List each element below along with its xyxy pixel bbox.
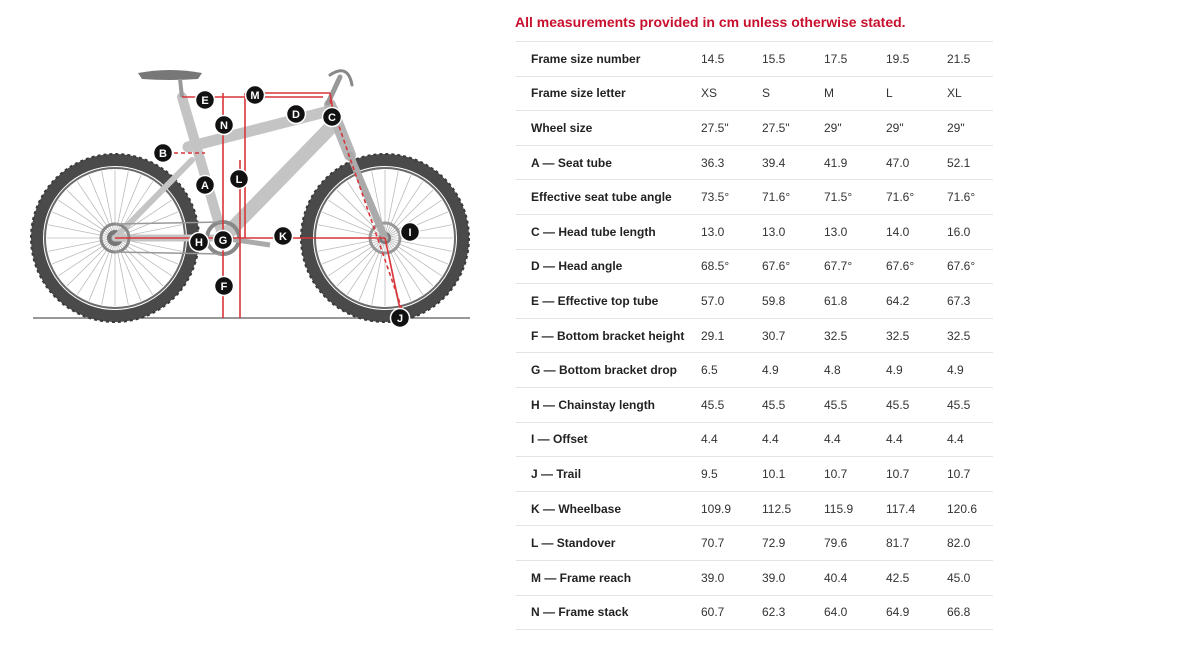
table-row	[516, 526, 993, 561]
row-label: F — Bottom bracket height	[516, 318, 701, 353]
bike-geometry-diagram	[30, 55, 475, 345]
table-cell: 57.0	[701, 284, 762, 319]
table-cell: 45.0	[947, 560, 993, 595]
svg-text:L: L	[235, 174, 243, 186]
marker-m	[246, 86, 265, 105]
table-cell: 67.6°	[762, 249, 824, 284]
table-cell: 112.5	[762, 491, 824, 526]
table-cell: L	[886, 76, 947, 111]
table-cell: 36.3	[701, 145, 762, 180]
table-row	[516, 111, 993, 146]
table-cell: 71.6°	[886, 180, 947, 215]
table-cell: 64.2	[886, 284, 947, 319]
table-cell: 4.4	[886, 422, 947, 457]
table-cell: 29"	[947, 111, 993, 146]
table-cell: 10.7	[824, 457, 886, 492]
marker-b	[154, 144, 173, 163]
table-cell: M	[824, 76, 886, 111]
row-label: E — Effective top tube	[516, 284, 701, 319]
svg-text:B: B	[159, 148, 167, 160]
row-label: G — Bottom bracket drop	[516, 353, 701, 388]
table-cell: 67.7°	[824, 249, 886, 284]
svg-text:N: N	[220, 120, 228, 132]
table-cell: 66.8	[947, 595, 993, 630]
table-cell: 71.6°	[762, 180, 824, 215]
table-cell: 32.5	[824, 318, 886, 353]
table-row	[516, 318, 993, 353]
marker-i	[401, 223, 420, 242]
table-cell: 13.0	[824, 214, 886, 249]
row-label: Frame size number	[516, 42, 701, 77]
marker-g	[214, 231, 233, 250]
table-cell: 4.9	[947, 353, 993, 388]
marker-d	[287, 105, 306, 124]
table-row	[516, 387, 993, 422]
table-row	[516, 284, 993, 319]
table-row	[516, 180, 993, 215]
table-row	[516, 42, 993, 77]
table-cell: 10.7	[886, 457, 947, 492]
table-row	[516, 491, 993, 526]
row-label: D — Head angle	[516, 249, 701, 284]
table-cell: 32.5	[886, 318, 947, 353]
table-cell: 27.5"	[762, 111, 824, 146]
row-label: J — Trail	[516, 457, 701, 492]
marker-k	[274, 227, 293, 246]
svg-text:A: A	[201, 180, 209, 192]
table-cell: 39.0	[701, 560, 762, 595]
row-label: Effective seat tube angle	[516, 180, 701, 215]
table-row	[516, 560, 993, 595]
table-cell: 59.8	[762, 284, 824, 319]
table-cell: 64.9	[886, 595, 947, 630]
table-cell: XS	[701, 76, 762, 111]
table-cell: 109.9	[701, 491, 762, 526]
table-row	[516, 422, 993, 457]
marker-j	[391, 309, 410, 328]
table-cell: 120.6	[947, 491, 993, 526]
table-cell: 82.0	[947, 526, 993, 561]
table-cell: 41.9	[824, 145, 886, 180]
table-cell: 30.7	[762, 318, 824, 353]
marker-c	[323, 108, 342, 127]
table-cell: 45.5	[947, 387, 993, 422]
table-cell: 62.3	[762, 595, 824, 630]
table-cell: 45.5	[824, 387, 886, 422]
table-row	[516, 595, 993, 630]
svg-text:H: H	[195, 237, 203, 249]
svg-text:M: M	[250, 90, 260, 102]
table-row	[516, 76, 993, 111]
table-cell: S	[762, 76, 824, 111]
table-cell: 6.5	[701, 353, 762, 388]
table-cell: 72.9	[762, 526, 824, 561]
table-cell: 4.9	[886, 353, 947, 388]
table-cell: 4.8	[824, 353, 886, 388]
table-cell: 81.7	[886, 526, 947, 561]
table-cell: 29"	[886, 111, 947, 146]
table-cell: 10.1	[762, 457, 824, 492]
saddle	[138, 70, 202, 80]
table-cell: 10.7	[947, 457, 993, 492]
table-cell: 14.5	[701, 42, 762, 77]
table-cell: 4.4	[947, 422, 993, 457]
table-cell: 29.1	[701, 318, 762, 353]
svg-text:K: K	[279, 231, 287, 243]
table-cell: 61.8	[824, 284, 886, 319]
table-row	[516, 249, 993, 284]
table-cell: 15.5	[762, 42, 824, 77]
table-cell: 32.5	[947, 318, 993, 353]
table-cell: 117.4	[886, 491, 947, 526]
table-cell: 17.5	[824, 42, 886, 77]
row-label: I — Offset	[516, 422, 701, 457]
table-cell: 9.5	[701, 457, 762, 492]
svg-text:C: C	[328, 112, 336, 124]
table-cell: 45.5	[886, 387, 947, 422]
geometry-table	[516, 41, 993, 630]
row-label: N — Frame stack	[516, 595, 701, 630]
table-cell: 4.4	[701, 422, 762, 457]
table-row	[516, 145, 993, 180]
measurement-notice: All measurements provided in cm unless otherwise stated.	[515, 14, 906, 30]
table-cell: 64.0	[824, 595, 886, 630]
marker-n	[215, 116, 234, 135]
row-label: A — Seat tube	[516, 145, 701, 180]
table-cell: 14.0	[886, 214, 947, 249]
marker-h	[190, 233, 209, 252]
table-cell: 60.7	[701, 595, 762, 630]
row-label: K — Wheelbase	[516, 491, 701, 526]
table-cell: 42.5	[886, 560, 947, 595]
table-cell: 67.3	[947, 284, 993, 319]
table-cell: 29"	[824, 111, 886, 146]
svg-text:D: D	[292, 109, 300, 121]
table-cell: 70.7	[701, 526, 762, 561]
svg-text:F: F	[220, 281, 228, 293]
table-cell: 13.0	[701, 214, 762, 249]
row-label: C — Head tube length	[516, 214, 701, 249]
table-cell: 67.6°	[947, 249, 993, 284]
table-row	[516, 353, 993, 388]
svg-text:J: J	[396, 313, 404, 325]
table-cell: 4.4	[762, 422, 824, 457]
row-label: H — Chainstay length	[516, 387, 701, 422]
table-row	[516, 214, 993, 249]
marker-l	[230, 170, 249, 189]
marker-a	[196, 176, 215, 195]
table-cell: 52.1	[947, 145, 993, 180]
table-cell: 16.0	[947, 214, 993, 249]
table-cell: 39.0	[762, 560, 824, 595]
table-cell: 73.5°	[701, 180, 762, 215]
table-cell: 4.9	[762, 353, 824, 388]
table-cell: 13.0	[762, 214, 824, 249]
table-cell: 71.6°	[947, 180, 993, 215]
table-cell: 39.4	[762, 145, 824, 180]
table-cell: 67.6°	[886, 249, 947, 284]
row-label: M — Frame reach	[516, 560, 701, 595]
table-cell: 4.4	[824, 422, 886, 457]
table-cell: XL	[947, 76, 993, 111]
table-cell: 45.5	[762, 387, 824, 422]
marker-e	[196, 91, 215, 110]
table-cell: 79.6	[824, 526, 886, 561]
table-cell: 40.4	[824, 560, 886, 595]
row-label: L — Standover	[516, 526, 701, 561]
table-cell: 19.5	[886, 42, 947, 77]
table-cell: 21.5	[947, 42, 993, 77]
table-cell: 115.9	[824, 491, 886, 526]
table-cell: 45.5	[701, 387, 762, 422]
marker-f	[215, 277, 234, 296]
svg-text:G: G	[218, 235, 228, 247]
svg-text:E: E	[201, 95, 209, 107]
row-label: Frame size letter	[516, 76, 701, 111]
table-cell: 71.5°	[824, 180, 886, 215]
table-cell: 68.5°	[701, 249, 762, 284]
table-row	[516, 457, 993, 492]
table-cell: 27.5"	[701, 111, 762, 146]
svg-text:I: I	[408, 227, 412, 239]
row-label: Wheel size	[516, 111, 701, 146]
table-cell: 47.0	[886, 145, 947, 180]
